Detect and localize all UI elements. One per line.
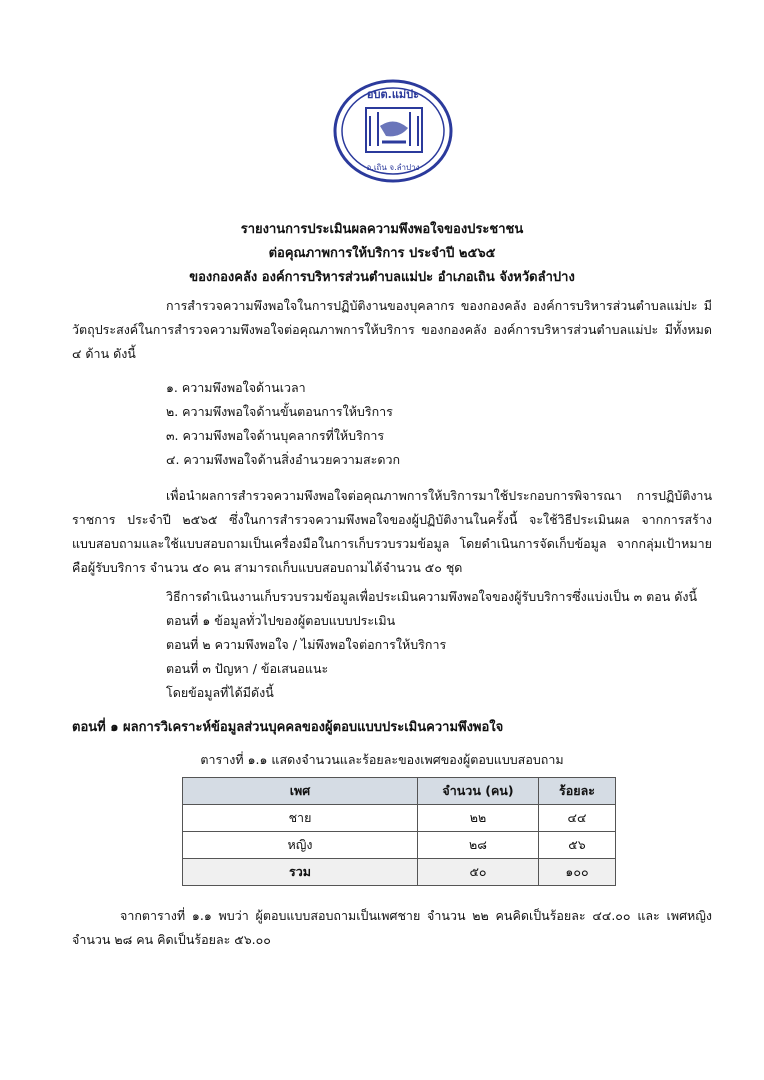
purpose-paragraph (72, 484, 712, 580)
intro-text: การสำรวจความพึงพอใจในการปฏิบัติงานของบุคลากร ของกองคลัง องค์การบริหารส่วนตำบลแม่ปะ มีวัตถุประสงค์ในการสำรวจความพึงพอใจต่อคุณภาพการให้บริการ ของกองคลัง องค์การบริหารส่วนตำบลแม่ปะ มีทั้งหมด ๔ ด้าน ดังนี้ (72, 298, 712, 361)
aspect-item: ๓. ความพึงพอใจด้านบุคลากรที่ให้บริการ (166, 428, 385, 443)
table-header-row (183, 778, 616, 805)
cell-total-label: รวม (183, 859, 418, 886)
aspect-item: ๔. ความพึงพอใจด้านสิ่งอำนวยความสะดวก (166, 452, 401, 467)
header-percent: ร้อยละ (539, 778, 616, 805)
intro-paragraph (72, 294, 712, 366)
report-title-line-3: ของกองคลัง องค์การบริหารส่วนตำบลแม่ปะ อำเภอเถิน จังหวัดลำปาง (189, 270, 575, 285)
cell-total-percent: ๑๐๐ (539, 859, 616, 886)
seal-bottom-text: อ.เถิน จ.ลำปาง (366, 163, 420, 172)
table-total-row (183, 859, 616, 886)
aspect-item: ๑. ความพึงพอใจด้านเวลา (166, 380, 306, 395)
seal-top-text: อบต.แม่ปะ (366, 88, 420, 101)
conclusion-paragraph (72, 904, 712, 952)
cell-count: ๒๘ (418, 832, 539, 859)
cell-total-count: ๕๐ (418, 859, 539, 886)
report-title-line-2: ต่อคุณภาพการให้บริการ ประจำปี ๒๕๖๕ (268, 246, 496, 261)
method-closing: โดยข้อมูลที่ได้มีดังนี้ (166, 685, 274, 700)
method-part: ตอนที่ ๑ ข้อมูลทั่วไปของผู้ตอบแบบประเมิน (166, 613, 396, 628)
table-caption: ตารางที่ ๑.๑ แสดงจำนวนและร้อยละของเพศของผู้ตอบแบบสอบถาม (200, 752, 564, 767)
organization-seal (330, 76, 456, 186)
table-row (183, 832, 616, 859)
purpose-text: เพื่อนำผลการสำรวจความพึงพอใจต่อคุณภาพการให้บริการมาใช้ประกอบการพิจารณา การปฏิบัติงานราชการ ประจำปี ๒๕๖๕ ซึ่งในการสำรวจความพึงพอใจของผู้ปฏิบัติงานในครั้งนี้ จะใช้วิธีประเมินผล จากการสร้างแบบสอบถามและใช้แบบสอบถามเป็นเครื่องมือในการเก็บรวบรวมข้อมูล โดยดำเนินการจัดเก็บข้อมูล จากกลุ่มเป้าหมายคือผู้รับบริการ จำนวน ๕๐ คน สามารถเก็บแบบสอบถามได้จำนวน ๕๐ ชุด (72, 488, 712, 575)
cell-percent: ๕๖ (539, 832, 616, 859)
cell-percent: ๔๔ (539, 805, 616, 832)
table-row (183, 805, 616, 832)
report-title-line-1: รายงานการประเมินผลความพึงพอใจของประชาชน (240, 222, 524, 237)
aspect-item: ๒. ความพึงพอใจด้านขั้นตอนการให้บริการ (166, 404, 393, 419)
conclusion-text: จากตารางที่ ๑.๑ พบว่า ผู้ตอบแบบสอบถามเป็นเพศชาย จำนวน ๒๒ คนคิดเป็นร้อยละ ๔๔.๐๐ และ เพศหญิง จำนวน ๒๘ คน คิดเป็นร้อยละ ๕๖.๐๐ (72, 908, 712, 947)
header-gender: เพศ (183, 778, 418, 805)
cell-count: ๒๒ (418, 805, 539, 832)
method-part: ตอนที่ ๒ ความพึงพอใจ / ไม่พึงพอใจต่อการให้บริการ (166, 637, 447, 652)
method-intro: วิธีการดำเนินงานเก็บรวบรวมข้อมูลเพื่อประเมินความพึงพอใจของผู้รับบริการซึ่งแบ่งเป็น ๓ ตอน ดังนี้ (166, 589, 697, 604)
cell-gender: ชาย (183, 805, 418, 832)
gender-table (182, 777, 616, 886)
header-count: จำนวน (คน) (418, 778, 539, 805)
cell-gender: หญิง (183, 832, 418, 859)
method-part: ตอนที่ ๓ ปัญหา / ข้อเสนอแนะ (166, 661, 329, 676)
section-1-heading: ตอนที่ ๑ ผลการวิเคราะห์ข้อมูลส่วนบุคคลของผู้ตอบแบบประเมินความพึงพอใจ (72, 720, 504, 735)
